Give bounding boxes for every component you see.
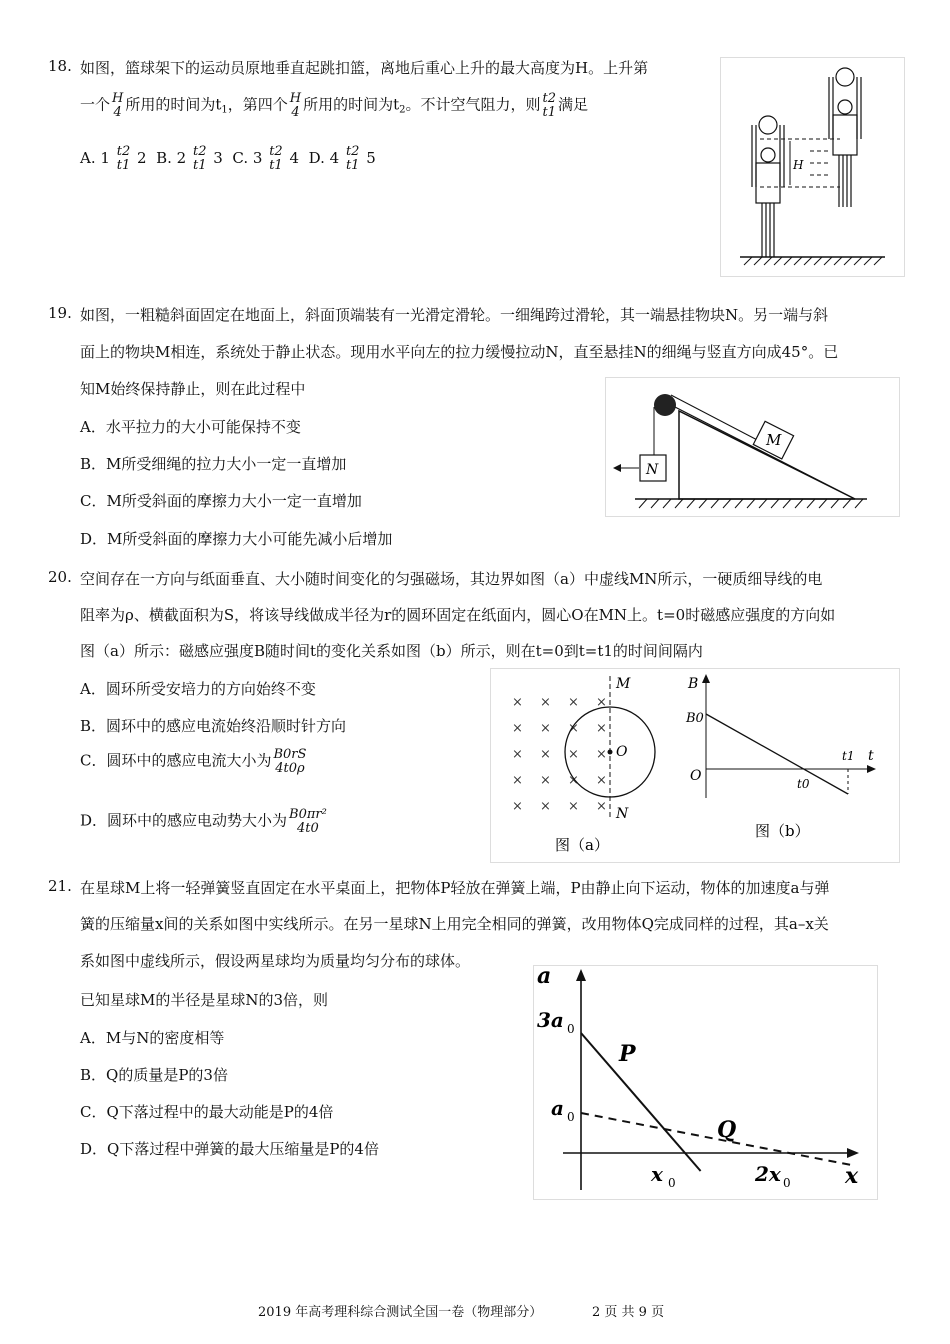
q18-options [80, 145, 376, 172]
q21-stem-line1: 在星球M上将一轻弹簧竖直固定在水平桌面上，把物体P轻放在弹簧上端，P由静止向下运动，物体的加速度a与弹 [80, 879, 830, 897]
q18-frac-h4-b: H 4 [289, 91, 302, 120]
q21-option-a: A．M与N的密度相等 [80, 1029, 225, 1047]
q19-option-b: B．M所受细绳的拉力大小一定一直增加 [80, 455, 347, 473]
svg-text:t0: t0 [797, 777, 810, 791]
q20-option-d-formula: B0πr² 4t0 [289, 807, 327, 836]
svg-text:N: N [616, 806, 629, 822]
series-p-label: P [619, 1041, 636, 1067]
q21-stem-line4: 已知星球M的半径是星球N的3倍，则 [80, 991, 329, 1009]
svg-text:t1: t1 [842, 749, 855, 763]
q18-basketball-figure [720, 57, 905, 277]
q20-option-c-formula: B0rS 4t0ρ [273, 747, 307, 776]
q20-option-a: A．圆环所受安培力的方向始终不变 [80, 680, 316, 698]
q21-option-d: D．Q下落过程中弹簧的最大压缩量是P的4倍 [80, 1140, 379, 1158]
svg-text:O: O [690, 768, 702, 784]
svg-text:×: × [540, 799, 551, 814]
q18-stem-line1: 如图，篮球架下的运动员原地垂直起跳扣篮，离地后重心上升的最大高度为H。上升第 [80, 59, 649, 77]
svg-text:t: t [868, 748, 874, 764]
svg-text:0: 0 [567, 1022, 575, 1036]
svg-text:M: M [766, 431, 782, 449]
svg-text:×: × [540, 773, 551, 788]
y-axis-label: a [537, 965, 552, 989]
q18-number: 18. [48, 57, 72, 75]
q18-stem-line2: 一个 H 4 所用的时间为$t_1$，第四个 H 4 所用的时间为$t_2$。不计空气阻力，则 t2 t1 满足 [80, 91, 589, 120]
q20-stem-line1: 空间存在一方向与纸面垂直、大小随时间变化的匀强磁场，其边界如图（a）中虚线MN所示，一硬质细导线的电 [80, 570, 823, 588]
svg-text:O: O [616, 744, 628, 760]
q20-option-c: C．圆环中的感应电流大小为 B0rS 4t0ρ [80, 747, 307, 776]
svg-text:×: × [568, 773, 579, 788]
svg-text:×: × [568, 799, 579, 814]
q18-frac-h4: H 4 [112, 91, 124, 120]
q19-stem-line2: 面上的物块M相连，系统处于静止状态。现用水平向左的拉力缓慢拉动N，直至悬挂N的细绳与竖直方向成45°。已 [80, 343, 839, 361]
q20-option-d: D．圆环中的感应电动势大小为 B0πr² 4t0 [80, 807, 327, 836]
svg-text:B: B [688, 676, 699, 692]
q19-option-c: C．M所受斜面的摩擦力大小一定一直增加 [80, 492, 362, 510]
svg-text:0: 0 [668, 1176, 676, 1190]
q19-option-a: A．水平拉力的大小可能保持不变 [80, 418, 301, 436]
q20-stem-line2: 阻率为ρ、横截面积为S，将该导线做成半径为r的圆环固定在纸面内，圆心O在MN上。t=0时磁感应强度的方向如 [80, 606, 836, 624]
svg-text:a: a [551, 1096, 564, 1120]
q19-option-d: D．M所受斜面的摩擦力大小可能先减小后增加 [80, 530, 393, 548]
q18-option-a: A. 1 t2 t1 2 [80, 144, 147, 173]
svg-text:0: 0 [783, 1176, 791, 1190]
q21-ax-chart [533, 965, 878, 1200]
tick-a0 [551, 1096, 575, 1124]
x-axis-label: x [845, 1163, 859, 1189]
tick-3a0 [537, 1008, 575, 1036]
svg-text:×: × [540, 695, 551, 710]
svg-text:×: × [596, 695, 607, 710]
svg-text:x: x [651, 1162, 663, 1186]
svg-text:×: × [596, 799, 607, 814]
q21-option-b: B．Q的质量是P的3倍 [80, 1066, 228, 1084]
q21-option-c: C．Q下落过程中的最大动能是P的4倍 [80, 1103, 334, 1121]
svg-text:×: × [540, 721, 551, 736]
footer-page: 2 页 共 9 页 [592, 1305, 665, 1320]
field-crosses [512, 695, 607, 814]
q18-option-b: B. 2 t2 t1 3 [156, 144, 223, 173]
svg-text:3a: 3a [537, 1008, 564, 1032]
q19-incline-figure [605, 377, 900, 517]
q18-option-c: C. 3 t2 t1 4 [232, 144, 300, 173]
svg-text:×: × [596, 747, 607, 762]
player-jumping [829, 68, 861, 207]
q21-stem-line3: 系如图中虚线所示，假设两星球均为质量均匀分布的球体。 [80, 952, 471, 970]
tick-2x0 [754, 1162, 791, 1190]
q19-stem-line1: 如图，一粗糙斜面固定在地面上，斜面顶端装有一光滑定滑轮。一细绳跨过滑轮，其一端悬挂物块N。另一端与斜 [80, 306, 829, 324]
svg-text:图（a）: 图（a） [555, 836, 609, 854]
svg-text:×: × [568, 721, 579, 736]
tick-x0 [650, 1162, 676, 1190]
svg-text:×: × [512, 721, 523, 736]
svg-text:×: × [596, 721, 607, 736]
svg-text:图（b）: 图（b） [755, 822, 810, 840]
svg-text:×: × [512, 695, 523, 710]
svg-text:×: × [596, 773, 607, 788]
svg-text:B0: B0 [686, 711, 704, 726]
q19-number: 19. [48, 304, 72, 322]
q21-stem-line2: 簧的压缩量x间的关系如图中实线所示。在另一星球N上用完全相同的弹簧，改用物体Q完成同样的过程，其a–x关 [80, 915, 829, 933]
series-p-line [581, 1033, 701, 1171]
svg-text:0: 0 [567, 1110, 575, 1124]
q20-option-b: B．圆环中的感应电流始终沿顺时针方向 [80, 717, 347, 735]
svg-text:N: N [646, 462, 659, 478]
svg-text:×: × [568, 695, 579, 710]
q19-stem-line3: 知M始终保持静止，则在此过程中 [80, 380, 306, 398]
svg-text:×: × [540, 747, 551, 762]
svg-text:×: × [568, 747, 579, 762]
svg-text:2x: 2x [755, 1162, 781, 1186]
svg-text:M: M [616, 676, 631, 692]
svg-text:×: × [512, 747, 523, 762]
svg-text:H: H [793, 158, 804, 172]
q20-stem-line3: 图（a）所示：磁感应强度B随时间t的变化关系如图（b）所示，则在t=0到t=t1的时间间隔内 [80, 642, 703, 660]
q18-option-d: D. 4 t2 t1 5 [308, 144, 376, 173]
footer-title: 2019 年高考理科综合测试全国一卷（物理部分） [258, 1305, 543, 1320]
q21-number: 21. [48, 877, 72, 895]
q18-ratio: t2 t1 [542, 91, 557, 120]
svg-text:×: × [512, 773, 523, 788]
q20-magnetic-figure [490, 668, 900, 863]
svg-text:×: × [512, 799, 523, 814]
q20-number: 20. [48, 568, 72, 586]
series-q-label: Q [717, 1117, 737, 1143]
